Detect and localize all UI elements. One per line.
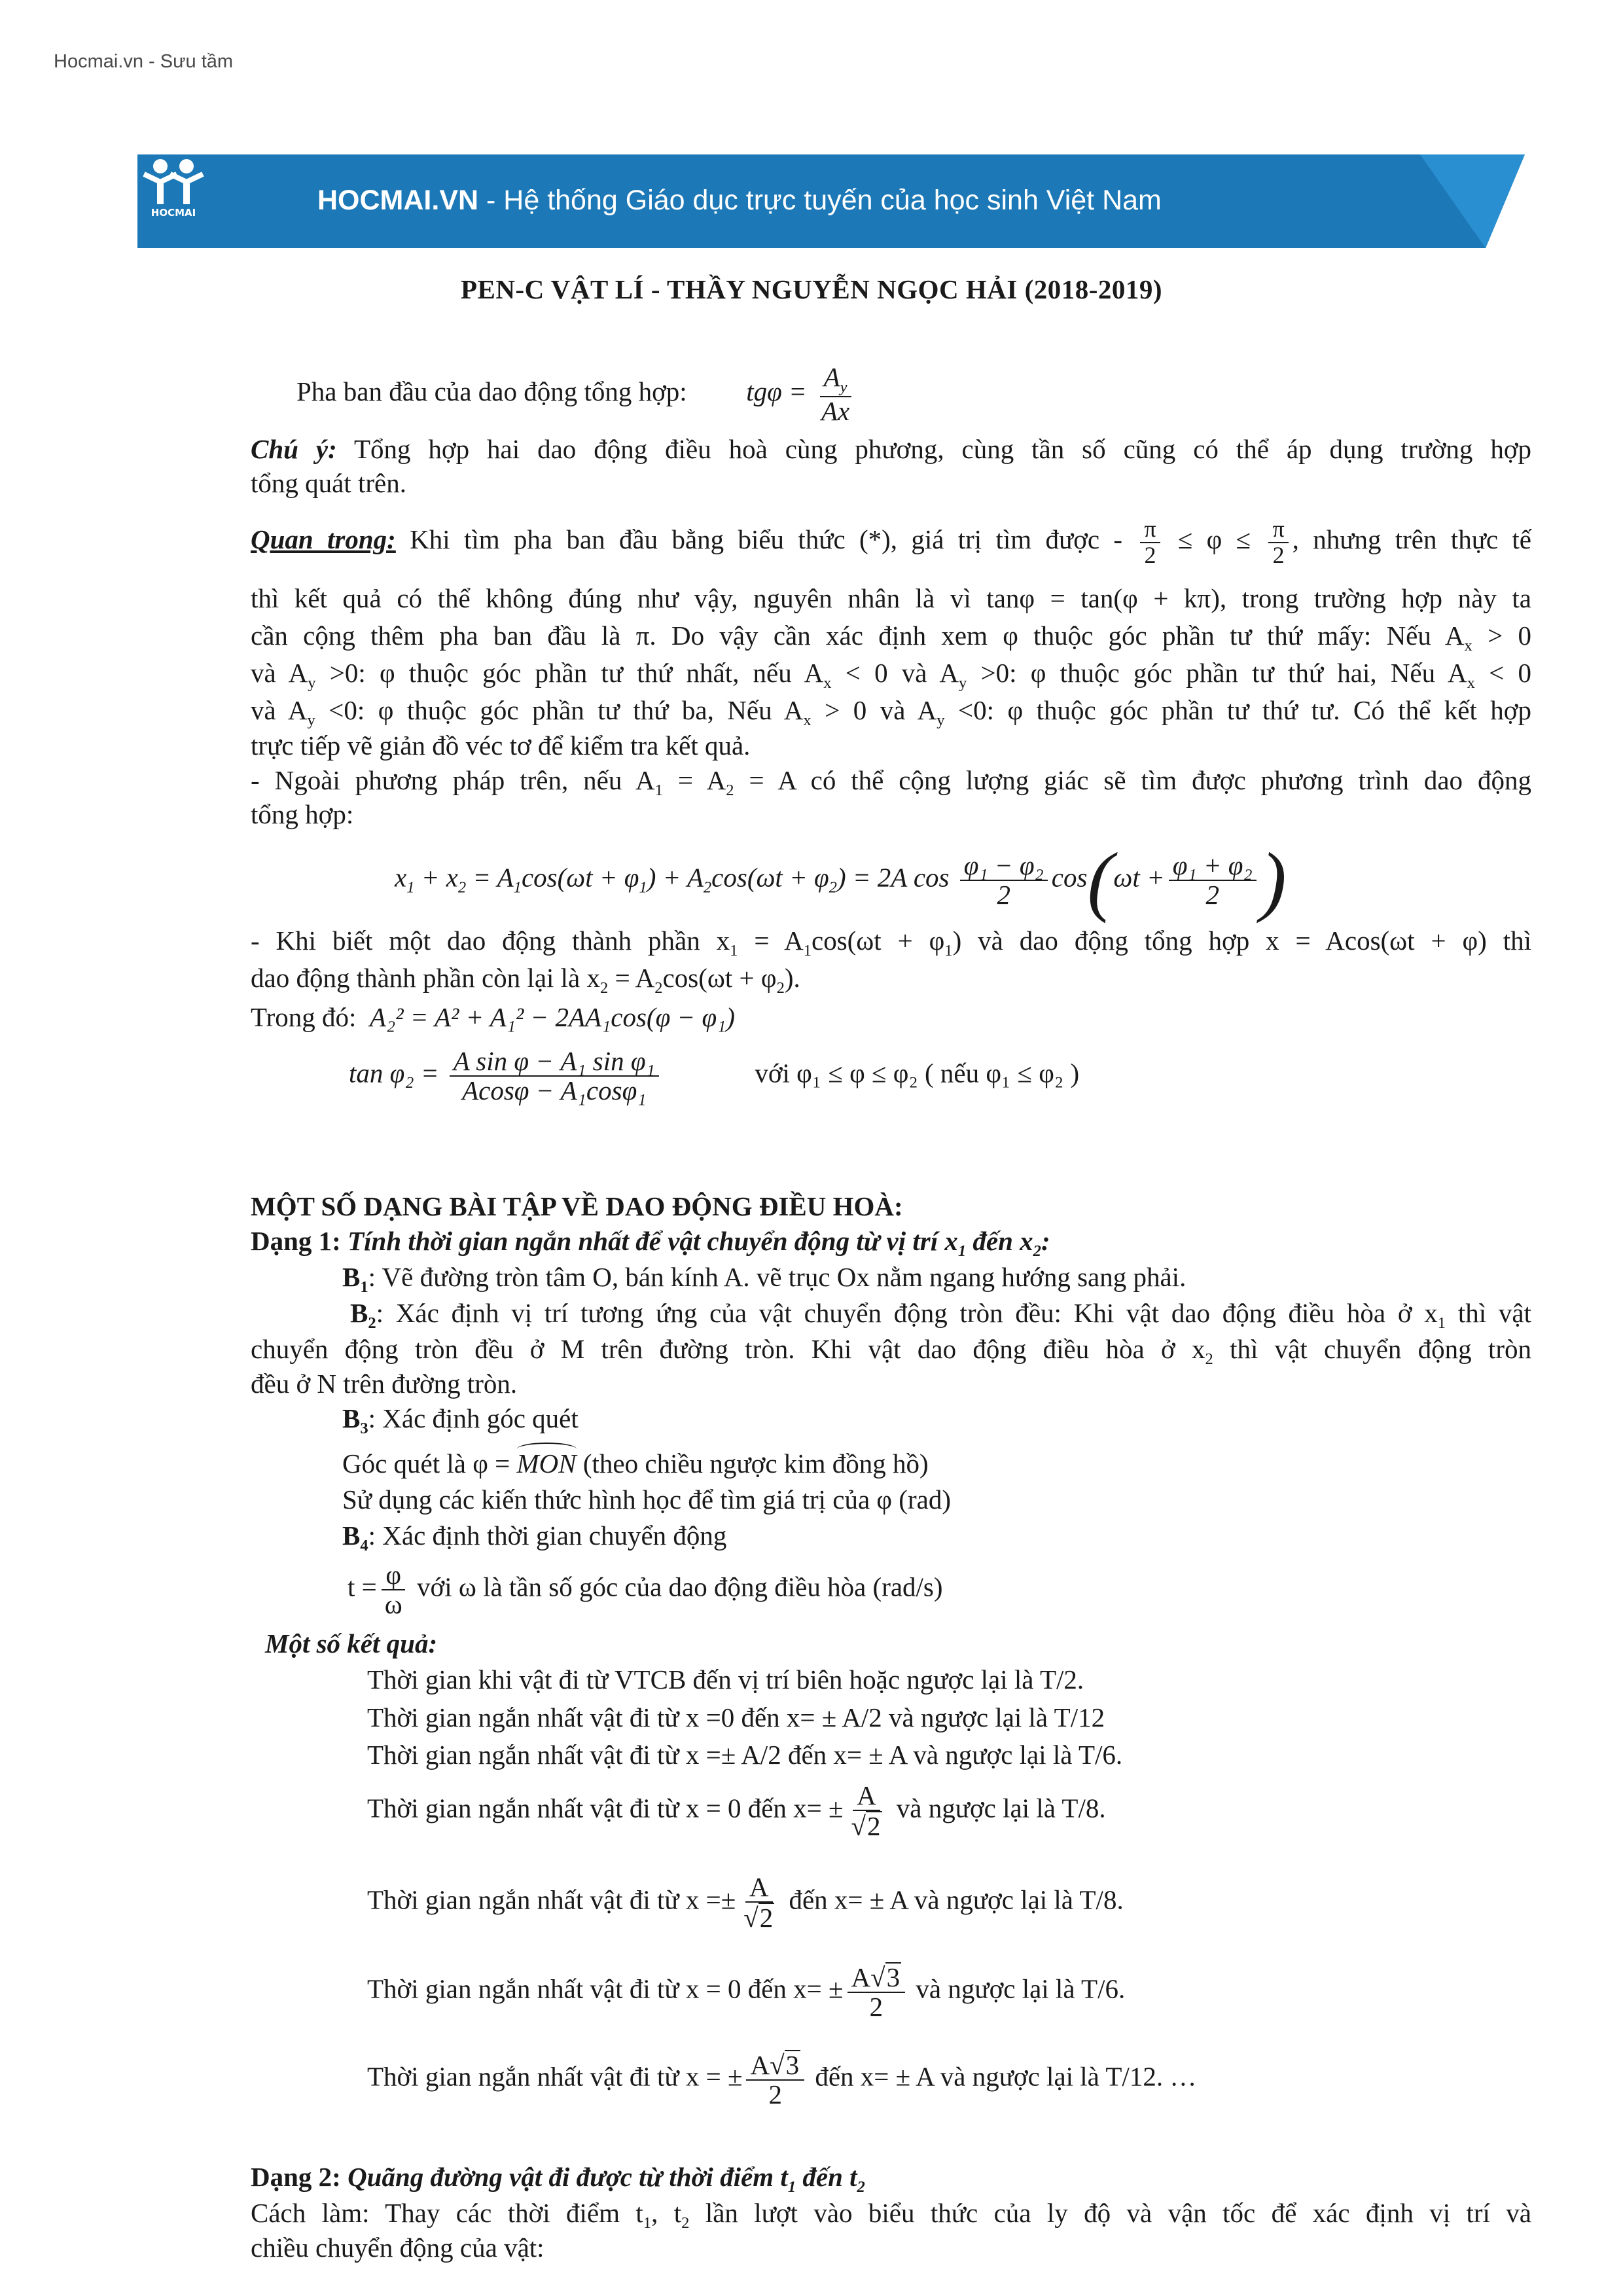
method-description-1: Cách làm: Thay các thời điểm $t_1$, $t_2$ lần lượt vào biểu thức của ly độ và vận tốc để xác định vị trí và — [251, 2198, 1531, 2233]
method-line-2: tổng hợp: — [251, 799, 354, 829]
important-line-2: thì kết quả có thể không đúng như vậy, nguyên nhân là vì tanφ = tan(φ + kπ), trong trường hợp này ta — [251, 583, 1531, 613]
time-formula: t = $\frac{\varphi}{\omega}$ với ω là tần số góc của dao động điều hòa (rad/s) — [348, 1560, 943, 1620]
known-component-line-2: dao động thành phần còn lại là $x_2 = A_2\cos(\omega t + \varphi_2)$. — [251, 963, 800, 997]
step-b3: $B_3$: Xác định góc quét — [342, 1403, 579, 1438]
header-banner — [137, 154, 1525, 248]
note-line-2: tổng quát trên. — [251, 468, 406, 498]
type-1-heading: Dạng 1: Tính thời gian ngắn nhất để vật chuyển động từ vị trí $x_1$ đến $x_2$: — [251, 1226, 1050, 1261]
document-title: PEN-C VẬT LÍ - THẦY NGUYỄN NGỌC HẢI (2018-2019) — [460, 274, 1163, 304]
tg-phi-fraction: $\frac{A_y}{Ax}$ — [817, 363, 853, 425]
step-b2-line-2: chuyển động tròn đều ở M trên đường tròn. Khi vật dao động điều hòa ở $x_2$ thì vật chuyển động tròn — [251, 1334, 1532, 1369]
arc-mon: MON — [517, 1446, 577, 1480]
brand-tagline: - Hệ thống Giáo dục trực tuyến của học sinh Việt Nam — [478, 185, 1162, 216]
result-6: Thời gian ngắn nhất vật đi từ x = 0 đến x= ± $\frac{A√3}{2}$ và ngược lại là T/6. — [367, 1962, 1126, 2022]
important-line-3: cần cộng thêm pha ban đầu là π. Do vậy cần xác định xem φ thuộc góc phần tư thứ mấy: Nếu $A_x > 0$ — [251, 620, 1532, 655]
step-b4: $B_4$: Xác định thời gian chuyển động — [342, 1520, 727, 1555]
some-results-heading: Một số kết quả: — [265, 1628, 438, 1659]
section-heading: MỘT SỐ DẠNG BÀI TẬP VỀ DAO ĐỘNG ĐIỀU HOÀ: — [251, 1191, 903, 1221]
result-4: Thời gian ngắn nhất vật đi từ x = 0 đến x= ± $\frac{A}{√2}$ và ngược lại là T/8. — [367, 1780, 1106, 1842]
note-line-1: Chú ý: Tổng hợp hai dao động điều hoà cùng phương, cùng tần số cũng có thể áp dụng trường hợp — [251, 434, 1531, 464]
initial-phase-line: Pha ban đầu của dao động tổng hợp: tgφ = $\frac{A_y}{Ax}$ — [296, 363, 857, 425]
sum-formula: $x_1 + x_2 = A_1\cos(\omega t + \varphi_1) + A_2\cos(\omega t + \varphi_2) = 2A$ cos $\frac{\text{φ₁ − φ₂}}{2}$ cos(ωt + $\frac{\text{φ₁ + φ₂}}{2}$ ) — [395, 836, 1287, 924]
result-7: Thời gian ngắn nhất vật đi từ x = ± $\frac{A√3}{2}$ đến x= ± A và ngược lại là T/12. … — [367, 2050, 1197, 2110]
method-description-2: chiều chuyển động của vật: — [251, 2233, 544, 2263]
result-3: Thời gian ngắn nhất vật đi từ x =± A/2 đến x= ± A và ngược lại là T/6. — [367, 1740, 1123, 1770]
step-b2-line-3: đều ở N trên đường tròn. — [251, 1369, 518, 1399]
logo-caption: HOCMAI — [151, 207, 196, 219]
type-2-heading: Dạng 2: Quãng đường vật đi được từ thời điểm $t_1$ đến $t_2$ — [251, 2162, 865, 2197]
banner-title — [317, 185, 1162, 217]
sweep-angle-line: Góc quét là φ = MON (theo chiều ngược kim đồng hồ) — [342, 1446, 929, 1480]
important-line-6: trực tiếp vẽ giản đồ véc tơ để kiểm tra kết quả. — [251, 730, 751, 761]
hocmai-logo-icon — [137, 154, 209, 220]
source-note: Hocmai.vn - Sưu tầm — [54, 51, 234, 72]
brand-name: HOCMAI.VN — [317, 185, 479, 216]
important-line-4: và $A_y >0$: φ thuộc góc phần tư thứ nhất, nếu $A_x < 0$ và $A_y >0$: φ thuộc góc phần tư thứ hai, Nếu $A_x < 0$ — [251, 658, 1531, 692]
method-line-1: - Ngoài phương pháp trên, nếu $A_1 = A_2 = A$ có thể cộng lượng giác sẽ tìm được phương trình dao động — [251, 765, 1531, 800]
important-line-1: Quan trong: Khi tìm pha ban đầu bằng biểu thức (*), giá trị tìm được - $\frac{\pi}{2}$ ≤ φ ≤ $\frac{\pi}{2}$ , nhưng trên thực tế — [251, 516, 1532, 568]
geometry-line: Sử dụng các kiến thức hình học để tìm giá trị của φ (rad) — [342, 1484, 951, 1515]
known-component-line-1: - Khi biết một dao động thành phần $x_1 = A_1\cos(\omega t + \varphi_1)$ và dao động tổng hợp x = Acos(ωt + φ) thì — [251, 925, 1531, 960]
important-line-5: và $A_y <0$: φ thuộc góc phần tư thứ ba, Nếu $A_x > 0$ và $A_y <0$: φ thuộc góc phần tư thứ tư. Có thể kết hợp — [251, 695, 1531, 730]
amplitude-formula: Trong đó: A₂² = A² + A₁² − 2AA₁cos(φ − φ₁) — [251, 1002, 736, 1032]
tan-phase-formula: tan φ₂ = $\frac{\text{A sin φ − A₁ sin φ₁}}{\text{Acosφ − A₁cosφ₁}}$ với φ₁ ≤ φ ≤ φ₂ ( nếu φ₁ ≤ φ₂ ) — [349, 1046, 1080, 1106]
result-1: Thời gian khi vật đi từ VTCB đến vị trí biên hoặc ngược lại là T/2. — [367, 1664, 1084, 1695]
result-5: Thời gian ngắn nhất vật đi từ x =± $\frac{A}{√2}$ đến x= ± A và ngược lại là T/8. — [367, 1872, 1124, 1933]
result-2: Thời gian ngắn nhất vật đi từ x =0 đến x= ± A/2 và ngược lại là T/12 — [367, 1702, 1105, 1732]
step-b1: $B_1$: Vẽ đường tròn tâm O, bán kính A. vẽ trục Ox nằm ngang hướng sang phải. — [342, 1262, 1186, 1297]
step-b2-line-1: $B_2$: Xác định vị trí tương ứng của vật chuyển động tròn đều: Khi vật dao động điều hòa ở $x_1$ thì vật — [350, 1298, 1531, 1333]
